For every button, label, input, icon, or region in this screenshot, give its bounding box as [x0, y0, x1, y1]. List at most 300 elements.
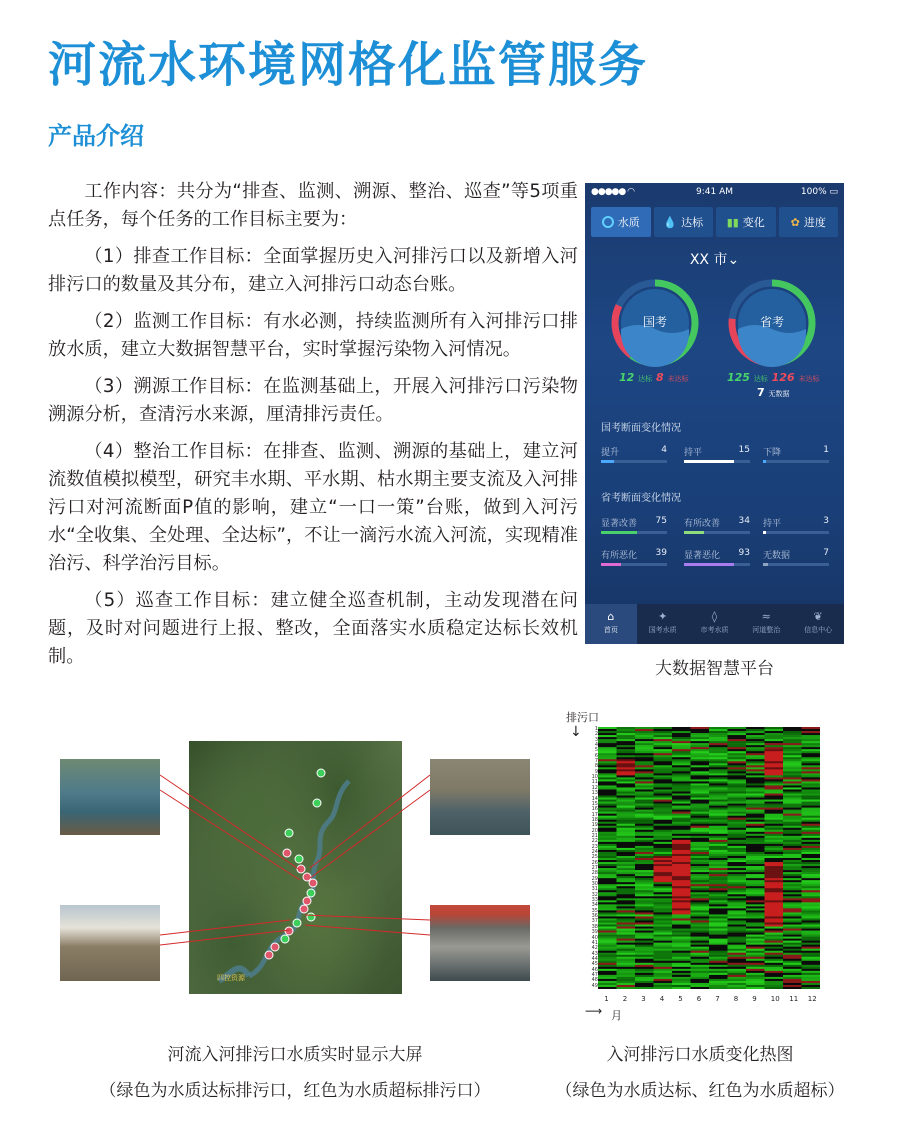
tab-change[interactable]: [716, 207, 776, 237]
heatmap-cell: [746, 808, 765, 810]
heatmap-cell: [635, 868, 654, 870]
heatmap-cell: [598, 761, 617, 763]
heatmap-cell: [709, 949, 728, 951]
heatmap-cell: [654, 775, 673, 777]
heatmap-cell: [691, 735, 710, 737]
heatmap-cell: [598, 939, 617, 941]
heatmap-cell: [635, 925, 654, 927]
nav-item[interactable]: [689, 604, 741, 644]
heatmap-cell: [598, 933, 617, 935]
heatmap-cell: [672, 798, 691, 800]
heatmap-cell: [746, 777, 765, 779]
heatmap-cell: [783, 733, 802, 735]
heatmap-cell: [654, 777, 673, 779]
heatmap-cell: [672, 985, 691, 987]
heatmap-cell: [635, 761, 654, 763]
heatmap-cell: [802, 745, 821, 747]
heatmap-cell: [728, 973, 747, 975]
heatmap-cell: [598, 882, 617, 884]
heatmap-cell: [728, 751, 747, 753]
heatmap-cell: [598, 852, 617, 854]
heatmap-cell: [635, 775, 654, 777]
heatmap-cell: [598, 767, 617, 769]
heatmap-col-label: 3: [641, 995, 646, 1003]
heatmap-cell: [709, 866, 728, 868]
heatmap-cell: [635, 937, 654, 939]
heatmap-cell: [617, 973, 636, 975]
heatmap-cell: [635, 920, 654, 922]
heatmap-cell: [709, 969, 728, 971]
heatmap-cell: [598, 884, 617, 886]
stat-value: 15: [738, 445, 750, 455]
heatmap-cell: [783, 937, 802, 939]
heatmap-cell: [617, 933, 636, 935]
heatmap-cell: [635, 914, 654, 916]
heatmap-cell: [654, 779, 673, 781]
heatmap-cell: [802, 816, 821, 818]
heatmap-cell: [691, 860, 710, 862]
heatmap-cell: [746, 931, 765, 933]
heatmap-cell: [765, 808, 784, 810]
heatmap-cell: [635, 912, 654, 914]
heatmap-cell: [691, 818, 710, 820]
stat-bar: [601, 563, 667, 566]
heatmap-cell: [802, 852, 821, 854]
heatmap-cell: [672, 822, 691, 824]
heatmap-cell: [728, 965, 747, 967]
heatmap-cell: [617, 773, 636, 775]
heatmap-cell: [765, 959, 784, 961]
heatmap-cell: [654, 941, 673, 943]
heatmap-cell: [672, 737, 691, 739]
heatmap-cell: [783, 969, 802, 971]
heatmap-cell: [617, 886, 636, 888]
heatmap-cell: [728, 798, 747, 800]
stat-bar-fill: [763, 563, 768, 566]
heatmap-cell: [635, 755, 654, 757]
outfall-photo: [430, 759, 530, 835]
stat-item: [601, 548, 667, 561]
heatmap-cell: [598, 763, 617, 765]
heatmap-cell: [783, 918, 802, 920]
heatmap-cell: [746, 902, 765, 904]
heatmap-cell: [802, 840, 821, 842]
heatmap-cell: [617, 820, 636, 822]
heatmap-cell: [765, 850, 784, 852]
heatmap-cell: [783, 856, 802, 858]
heatmap-cell: [783, 902, 802, 904]
heatmap-cell: [617, 985, 636, 987]
stat-value: 75: [655, 516, 667, 526]
heatmap-cell: [746, 848, 765, 850]
heatmap-cell: [709, 870, 728, 872]
heatmap-cell: [802, 880, 821, 882]
heatmap-cell: [728, 914, 747, 916]
heatmap-cell: [709, 860, 728, 862]
heatmap-cell: [783, 927, 802, 929]
heatmap-cell: [802, 943, 821, 945]
heatmap-cell: [783, 933, 802, 935]
heatmap-cell: [783, 864, 802, 866]
heatmap-cell: [598, 832, 617, 834]
heatmap-cell: [617, 840, 636, 842]
heatmap-cell: [802, 735, 821, 737]
heatmap-cell: [746, 955, 765, 957]
heatmap-cell: [654, 818, 673, 820]
gauges: [585, 275, 844, 375]
heatmap-cell: [635, 836, 654, 838]
heatmap-cell: [765, 856, 784, 858]
city-selector[interactable]: [585, 249, 844, 269]
heatmap-cell: [783, 900, 802, 902]
heatmap-cell: [635, 973, 654, 975]
heatmap-row-label: 16: [591, 806, 598, 813]
heatmap-cell: [746, 761, 765, 763]
heatmap-cell: [765, 900, 784, 902]
heatmap-cell: [783, 854, 802, 856]
heatmap-cell: [746, 729, 765, 731]
heatmap-row-label: 31: [591, 886, 598, 893]
heatmap-cell: [672, 898, 691, 900]
heatmap-cell: [728, 864, 747, 866]
heatmap-cell: [765, 888, 784, 890]
heatmap-cell: [765, 818, 784, 820]
signal-icon: ●●●●● ◠: [591, 187, 634, 197]
heatmap-cell: [635, 729, 654, 731]
heatmap-cell: [617, 743, 636, 745]
heatmap-cell: [746, 929, 765, 931]
heatmap-cell: [617, 765, 636, 767]
heatmap-cell: [617, 753, 636, 755]
tab-progress[interactable]: [779, 207, 839, 237]
heatmap-cell: [691, 963, 710, 965]
heatmap-cell: [783, 922, 802, 924]
heatmap-cell: [783, 882, 802, 884]
heatmap-cell: [617, 818, 636, 820]
heatmap-cell: [617, 947, 636, 949]
heatmap-cell: [654, 914, 673, 916]
heatmap-cell: [746, 814, 765, 816]
heatmap-cell: [672, 874, 691, 876]
heatmap-row-label: 29: [591, 875, 598, 882]
nodata-count: [757, 386, 790, 399]
heatmap-cell: [746, 850, 765, 852]
heatmap-row-label: 5: [594, 747, 598, 754]
heatmap-cell: [598, 935, 617, 937]
heatmap-cell: [709, 979, 728, 981]
heatmap-cell: [672, 828, 691, 830]
heatmap-cell: [709, 765, 728, 767]
stat-label: 持平: [684, 448, 703, 458]
heatmap-cell: [691, 765, 710, 767]
heatmap-cell: [672, 872, 691, 874]
heatmap-cell: [783, 820, 802, 822]
heatmap-cell: [654, 874, 673, 876]
heatmap-row-label: 41: [591, 939, 598, 946]
tab-compliance[interactable]: [654, 207, 714, 237]
heatmap-cell: [654, 838, 673, 840]
heatmap-cell: [654, 949, 673, 951]
heatmap-cell: [802, 798, 821, 800]
arrow-down-icon: ↓: [570, 724, 582, 740]
heatmap-cell: [728, 866, 747, 868]
heatmap-cell: [728, 854, 747, 856]
outfall-marker: [285, 927, 293, 935]
heatmap-cell: [654, 741, 673, 743]
heatmap-cell: [617, 876, 636, 878]
heatmap-cell: [728, 749, 747, 751]
heatmap-cell: [598, 743, 617, 745]
heatmap-cell: [765, 868, 784, 870]
satellite-map: [189, 741, 402, 994]
heatmap-cell: [802, 787, 821, 789]
heatmap-cell: [765, 876, 784, 878]
heatmap-cell: [691, 844, 710, 846]
tab-label: 进度: [803, 216, 826, 229]
heatmap-cell: [709, 856, 728, 858]
heatmap-cell: [654, 898, 673, 900]
heatmap-cell: [709, 967, 728, 969]
heatmap-cell: [635, 927, 654, 929]
heatmap-cell: [672, 977, 691, 979]
heatmap-cell: [765, 789, 784, 791]
heatmap-cell: [728, 951, 747, 953]
heatmap-cell: [765, 860, 784, 862]
heatmap-cell: [746, 967, 765, 969]
heatmap-cell: [709, 965, 728, 967]
heatmap-row-label: 15: [591, 800, 598, 807]
heatmap-cell: [765, 751, 784, 753]
heatmap-cell: [746, 983, 765, 985]
heatmap-cell: [709, 818, 728, 820]
heatmap-cell: [728, 894, 747, 896]
river-line: [249, 781, 349, 976]
heatmap-row-label: 2: [594, 731, 598, 738]
heatmap-cell: [802, 838, 821, 840]
stat-bar: [763, 563, 829, 566]
heatmap-cell: [691, 769, 710, 771]
heatmap-cell: [746, 979, 765, 981]
tab-water-quality[interactable]: [591, 207, 651, 237]
heatmap-cell: [617, 800, 636, 802]
heatmap-cell: [709, 896, 728, 898]
heatmap-cell: [691, 983, 710, 985]
heatmap-cell: [728, 773, 747, 775]
heatmap-cell: [709, 864, 728, 866]
heatmap-cell: [672, 816, 691, 818]
heatmap-cell: [728, 931, 747, 933]
heatmap-cell: [783, 846, 802, 848]
heatmap-cell: [598, 836, 617, 838]
heatmap-cell: [783, 773, 802, 775]
heatmap-cell: [617, 745, 636, 747]
heatmap-cell: [802, 870, 821, 872]
heatmap-cell: [802, 927, 821, 929]
heatmap-cell: [802, 920, 821, 922]
heatmap-cell: [617, 900, 636, 902]
heatmap-cell: [728, 824, 747, 826]
heatmap-cell: [672, 733, 691, 735]
heatmap-cell: [765, 864, 784, 866]
heatmap-cell: [617, 816, 636, 818]
heatmap-cell: [765, 743, 784, 745]
heatmap-cell: [635, 910, 654, 912]
heatmap-cell: [654, 957, 673, 959]
heatmap-cell: [654, 854, 673, 856]
heatmap-cell: [654, 896, 673, 898]
heatmap-cell: [802, 941, 821, 943]
heatmap-cell: [654, 908, 673, 910]
heatmap-cell: [728, 868, 747, 870]
heatmap-cell: [765, 979, 784, 981]
heatmap-cell: [783, 771, 802, 773]
outfall-marker: [265, 951, 273, 959]
heatmap-cell: [709, 781, 728, 783]
heatmap-cell: [709, 961, 728, 963]
heatmap-cell: [765, 785, 784, 787]
heatmap-cell: [654, 860, 673, 862]
heatmap-cell: [654, 882, 673, 884]
nav-item[interactable]: [740, 604, 792, 644]
heatmap-cell: [783, 755, 802, 757]
heatmap-cell: [654, 739, 673, 741]
heatmap-cell: [728, 741, 747, 743]
nav-item[interactable]: [585, 604, 637, 644]
heatmap-cell: [709, 789, 728, 791]
heatmap-cell: [635, 969, 654, 971]
heatmap-cell: [728, 862, 747, 864]
heatmap-cell: [746, 846, 765, 848]
heatmap-cell: [654, 761, 673, 763]
heatmap-row-label: 8: [594, 763, 598, 770]
heatmap-cell: [598, 868, 617, 870]
heatmap-cell: [783, 804, 802, 806]
heatmap-cell: [728, 804, 747, 806]
heatmap-cell: [709, 816, 728, 818]
heatmap-cell: [691, 733, 710, 735]
heatmap-cell: [709, 922, 728, 924]
heatmap-row-label: 13: [591, 790, 598, 797]
heatmap-cell: [654, 749, 673, 751]
heatmap-row-label: 1: [594, 726, 598, 732]
heatmap-cell: [617, 971, 636, 973]
heatmap-cell: [802, 896, 821, 898]
heatmap-cell: [802, 929, 821, 931]
heatmap-cell: [802, 987, 821, 989]
heatmap-cell: [746, 894, 765, 896]
heatmap-cell: [617, 761, 636, 763]
heatmap-cell: [765, 767, 784, 769]
heatmap-cell: [783, 731, 802, 733]
heatmap-cell: [802, 916, 821, 918]
heatmap-cell: [709, 971, 728, 973]
heatmap-cell: [746, 767, 765, 769]
heatmap-cell: [691, 953, 710, 955]
heatmap-cell: [672, 854, 691, 856]
heatmap-cell: [783, 735, 802, 737]
heatmap-cell: [598, 922, 617, 924]
heatmap-cell: [654, 850, 673, 852]
heatmap-cell: [746, 898, 765, 900]
heatmap-cell: [672, 757, 691, 759]
heatmap-cell: [746, 775, 765, 777]
heatmap-cell: [672, 880, 691, 882]
heatmap-cell: [802, 945, 821, 947]
heatmap-cell: [765, 943, 784, 945]
heatmap-cell: [765, 838, 784, 840]
heatmap-cell: [654, 961, 673, 963]
heatmap-cell: [598, 941, 617, 943]
heatmap-cell: [635, 902, 654, 904]
heatmap-cell: [765, 727, 784, 729]
heatmap-cell: [654, 824, 673, 826]
heatmap-cell: [672, 963, 691, 965]
heatmap-cell: [783, 979, 802, 981]
heatmap-cell: [598, 910, 617, 912]
heatmap-cell: [654, 781, 673, 783]
heatmap-cell: [765, 878, 784, 880]
heatmap-cell: [728, 959, 747, 961]
heatmap-cell: [691, 894, 710, 896]
heatmap-cell: [635, 818, 654, 820]
heatmap-cell: [598, 955, 617, 957]
heatmap-cell: [672, 856, 691, 858]
heatmap-cell: [635, 850, 654, 852]
river-photo: [60, 759, 160, 835]
nav-item[interactable]: [792, 604, 844, 644]
heatmap-cell: [728, 912, 747, 914]
heatmap-cell: [691, 816, 710, 818]
heatmap-cell: [709, 959, 728, 961]
heatmap-cell: [783, 832, 802, 834]
bad-count: 126: [771, 371, 795, 384]
heatmap-cell: [654, 977, 673, 979]
heatmap-cell: [617, 902, 636, 904]
heatmap-cell: [802, 767, 821, 769]
heatmap-cell: [691, 751, 710, 753]
heatmap-cell: [783, 769, 802, 771]
heatmap-cell: [746, 945, 765, 947]
heatmap-cell: [765, 812, 784, 814]
heatmap-grid: [598, 727, 820, 989]
heatmap-cell: [746, 763, 765, 765]
bad-label: 未达标: [667, 375, 689, 383]
heatmap-cell: [598, 745, 617, 747]
heatmap-cell: [783, 729, 802, 731]
heatmap-cell: [672, 844, 691, 846]
heatmap-cell: [598, 872, 617, 874]
heatmap-cell: [765, 763, 784, 765]
stat-label: 下降: [763, 448, 782, 458]
heatmap-cell: [765, 828, 784, 830]
intro-text: [48, 178, 578, 680]
heatmap-cell: [709, 761, 728, 763]
nav-item[interactable]: [637, 604, 689, 644]
heatmap-cell: [709, 900, 728, 902]
heatmap-cell: [598, 858, 617, 860]
heatmap-cell: [746, 868, 765, 870]
heatmap-cell: [802, 794, 821, 796]
heatmap-cell: [728, 935, 747, 937]
heatmap-cell: [728, 906, 747, 908]
gauge-label-national: 国考: [642, 315, 667, 329]
heatmap-cell: [765, 957, 784, 959]
heatmap-cell: [635, 884, 654, 886]
heatmap-cell: [672, 876, 691, 878]
heatmap-cell: [691, 927, 710, 929]
heatmap-cell: [765, 908, 784, 910]
heatmap-cell: [617, 949, 636, 951]
